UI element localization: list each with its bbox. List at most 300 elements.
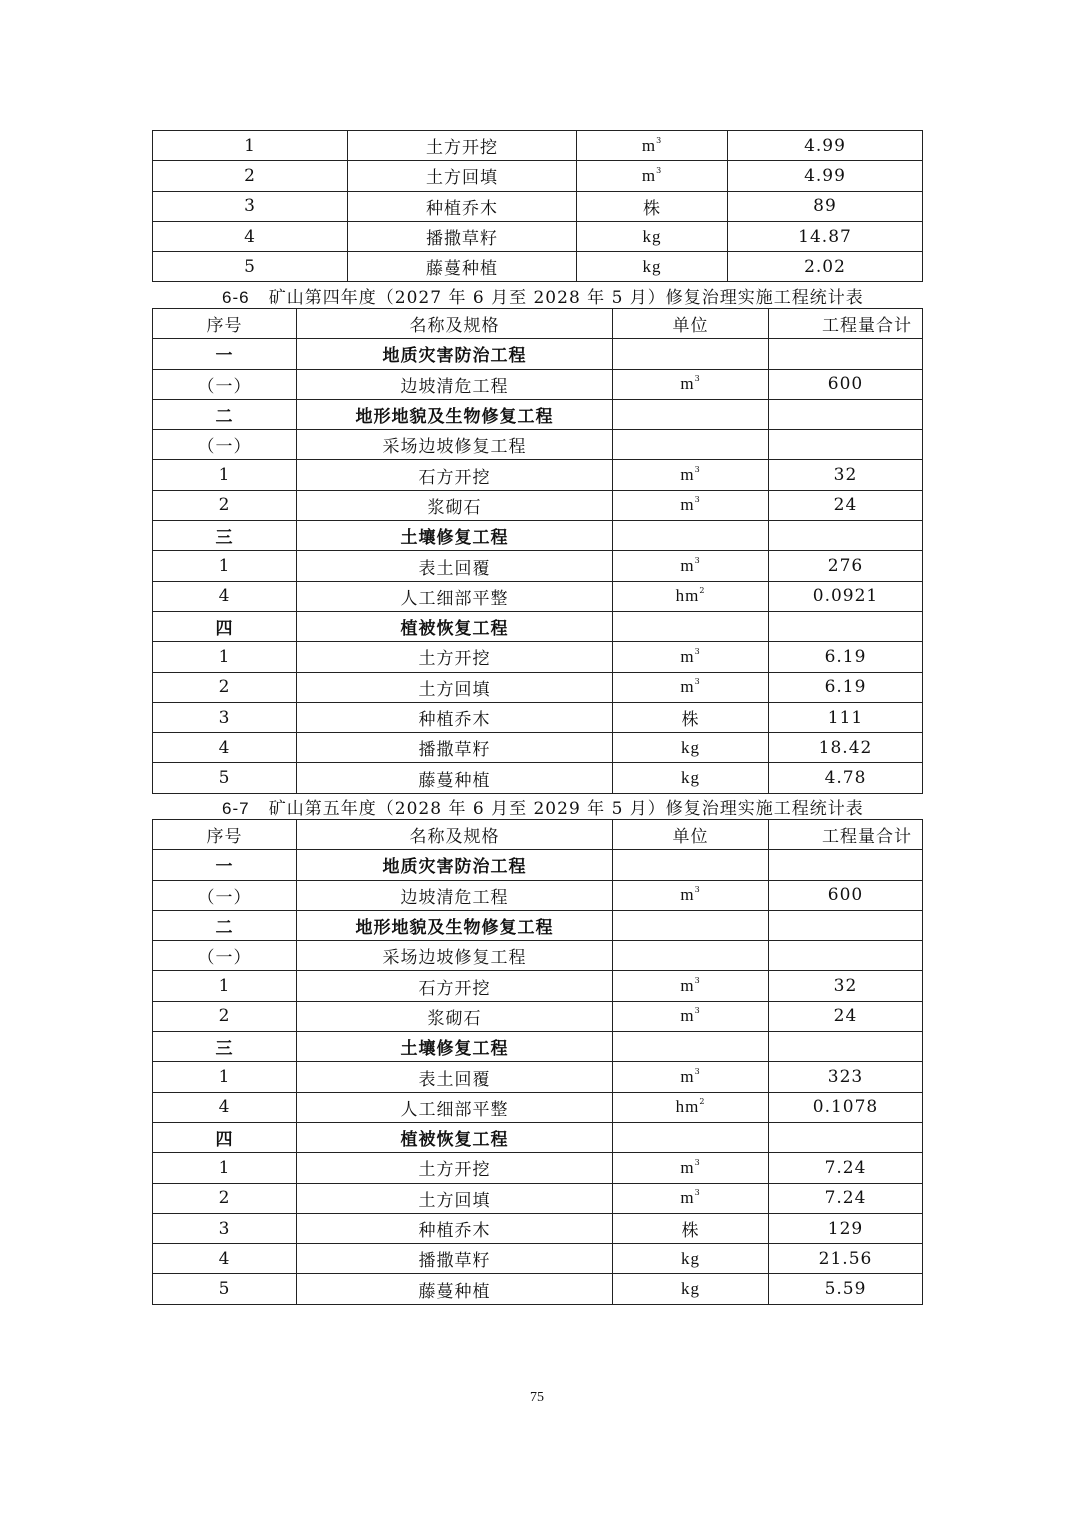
- cell-unit-text: kg: [642, 256, 662, 276]
- page-number: 75: [530, 1390, 544, 1405]
- caption-number: 6-7: [222, 799, 250, 818]
- cell-unit: [613, 1092, 769, 1122]
- cell-name: [297, 551, 613, 581]
- cell-no: [153, 1092, 297, 1122]
- cell-name-text: 土壤修复工程: [400, 1039, 509, 1060]
- cell-unit-text: kg: [681, 1248, 700, 1268]
- cell-name: [348, 221, 577, 251]
- cell-qty-text: 24: [833, 1006, 858, 1027]
- cell-qty: [769, 702, 923, 732]
- header-qty: 工程量合计: [769, 820, 923, 850]
- cell-unit-text: m: [680, 976, 695, 996]
- cell-no-text: 4: [218, 737, 231, 758]
- unit-superscript: 3: [694, 1188, 701, 1198]
- cell-no-text: 四: [215, 1130, 234, 1151]
- cell-name-text: 浆砌石: [427, 1008, 482, 1029]
- cell-no-text: 2: [218, 1006, 231, 1027]
- cell-unit-text: m: [680, 1188, 695, 1208]
- cell-unit-text: 株: [643, 198, 661, 218]
- cell-unit-text: m: [680, 495, 695, 515]
- cell-no: [153, 611, 297, 641]
- header-no: 序号: [153, 309, 297, 339]
- table-row: [153, 460, 923, 490]
- cell-no-text: 二: [215, 918, 234, 939]
- cell-qty-text: 0.0921: [812, 586, 879, 607]
- cell-name: [297, 339, 613, 369]
- cell-no: [153, 191, 348, 221]
- table-row: [153, 1032, 923, 1062]
- cell-unit-text: 株: [681, 710, 700, 729]
- header-unit: 单位: [613, 309, 769, 339]
- cell-name-text: 土壤修复工程: [400, 528, 509, 549]
- cell-name: [297, 490, 613, 520]
- table-row: [153, 252, 923, 282]
- cell-qty: [728, 191, 923, 221]
- cell-name: [297, 1153, 613, 1183]
- table-row: [153, 161, 923, 191]
- cell-name-text: 植被恢复工程: [400, 1130, 509, 1151]
- cell-no: [153, 1274, 297, 1304]
- cell-unit-text: kg: [681, 1279, 700, 1299]
- cell-qty: [769, 971, 923, 1001]
- cell-unit: [613, 1122, 769, 1152]
- cell-name-text: 藤蔓种植: [426, 259, 498, 280]
- cell-unit: [613, 733, 769, 763]
- cell-no: [153, 252, 348, 282]
- cell-name-text: 人工细部平整: [400, 588, 509, 609]
- cell-no: [153, 733, 297, 763]
- cell-qty: [769, 339, 923, 369]
- cell-qty: [769, 910, 923, 940]
- table-row: [153, 1213, 923, 1243]
- cell-name: [297, 1274, 613, 1304]
- cell-no-text: 三: [215, 1039, 234, 1060]
- cell-qty: [769, 460, 923, 490]
- unit-superscript: 3: [694, 495, 701, 505]
- table-row: [153, 430, 923, 460]
- cell-name: [348, 131, 577, 161]
- cell-name: [297, 880, 613, 910]
- cell-unit: [613, 551, 769, 581]
- cell-unit: [613, 1183, 769, 1213]
- header-unit: 单位: [613, 820, 769, 850]
- table-row: [153, 642, 923, 672]
- cell-qty: [728, 161, 923, 191]
- table-6-6-caption: [222, 283, 864, 308]
- table-row: [153, 702, 923, 732]
- cell-no-text: 2: [218, 677, 231, 698]
- cell-qty: [769, 1153, 923, 1183]
- cell-qty-text: 18.42: [818, 737, 873, 758]
- cell-name: [297, 521, 613, 551]
- cell-name: [297, 581, 613, 611]
- cell-no-text: 4: [218, 586, 231, 607]
- unit-superscript: 2: [699, 1097, 706, 1107]
- cell-unit: [613, 1213, 769, 1243]
- unit-superscript: 2: [699, 586, 706, 596]
- cell-qty: [769, 1213, 923, 1243]
- cell-no-text: 3: [244, 196, 256, 217]
- cell-name-text: 土方开挖: [418, 1160, 491, 1181]
- cell-qty-text: 21.56: [818, 1248, 873, 1269]
- cell-unit-text: kg: [681, 737, 700, 757]
- unit-superscript: 3: [694, 1006, 701, 1016]
- cell-unit-text: m: [680, 677, 695, 697]
- table-6-6: [152, 308, 923, 794]
- cell-no: [153, 581, 297, 611]
- cell-name-text: 播撒草籽: [418, 1251, 491, 1272]
- cell-name-text: 人工细部平整: [400, 1099, 509, 1120]
- cell-name-text: 地形地貌及生物修复工程: [355, 918, 554, 939]
- cell-no: [153, 1183, 297, 1213]
- cell-qty: [769, 581, 923, 611]
- cell-unit: [577, 252, 728, 282]
- cell-name-text: 浆砌石: [427, 497, 482, 518]
- cell-unit-text: hm: [675, 586, 700, 606]
- cell-name-text: 地质灾害防治工程: [382, 346, 527, 367]
- cell-qty: [769, 1032, 923, 1062]
- cell-name-text: 土方回填: [418, 1190, 491, 1211]
- cell-name-text: 边坡清危工程: [400, 376, 509, 397]
- caption-text: 矿山第四年度（2027 年 6 月至 2028 年 5 月）修复治理实施工程统计表: [268, 288, 864, 308]
- cell-qty: [769, 642, 923, 672]
- cell-name: [297, 369, 613, 399]
- cell-name: [297, 1183, 613, 1213]
- cell-no: [153, 221, 348, 251]
- unit-superscript: 3: [694, 677, 701, 687]
- table-row: [153, 1244, 923, 1274]
- cell-name-text: 种植乔木: [418, 710, 491, 730]
- header-qty: 工程量合计: [769, 309, 923, 339]
- cell-name-text: 土方开挖: [418, 649, 491, 670]
- cell-name: [297, 733, 613, 763]
- unit-superscript: 3: [694, 374, 701, 384]
- cell-unit-text: hm: [675, 1097, 700, 1117]
- cell-unit: [613, 910, 769, 940]
- cell-qty: [769, 880, 923, 910]
- table-row: [153, 551, 923, 581]
- cell-qty-text: 6.19: [824, 646, 867, 667]
- cell-name-text: 表土回覆: [418, 1069, 491, 1090]
- unit-superscript: 3: [694, 1067, 701, 1077]
- cell-qty-text: 5.59: [824, 1279, 867, 1300]
- cell-name-text: 采场边坡修复工程: [382, 948, 527, 969]
- table-body: [153, 339, 923, 793]
- cell-unit: [613, 521, 769, 551]
- cell-unit-text: m: [680, 885, 695, 905]
- cell-no: [153, 369, 297, 399]
- cell-no-text: 2: [244, 165, 256, 186]
- cell-unit: [613, 850, 769, 880]
- cell-name-text: 采场边坡修复工程: [382, 437, 527, 458]
- cell-no-text: 1: [218, 646, 231, 667]
- cell-name: [297, 611, 613, 641]
- cell-no: [153, 702, 297, 732]
- unit-superscript: 3: [694, 976, 701, 986]
- cell-qty-text: 600: [827, 374, 864, 395]
- cell-name-text: 播撒草籽: [426, 229, 498, 250]
- cell-no: [153, 1244, 297, 1274]
- cell-qty: [769, 1092, 923, 1122]
- cell-no: [153, 642, 297, 672]
- cell-no-text: 二: [215, 407, 234, 428]
- cell-qty: [769, 763, 923, 793]
- table-row: [153, 1153, 923, 1183]
- cell-unit: [613, 1062, 769, 1092]
- table-row: [153, 941, 923, 971]
- table-row: [153, 521, 923, 551]
- cell-qty-text: 7.24: [824, 1157, 867, 1178]
- cell-qty: [769, 490, 923, 520]
- table-row: [153, 490, 923, 520]
- cell-no: [153, 521, 297, 551]
- cell-qty-text: 24: [833, 495, 858, 516]
- table-header-row: [153, 820, 923, 850]
- cell-qty-text: 129: [827, 1218, 864, 1239]
- cell-no: [153, 430, 297, 460]
- cell-unit: [577, 161, 728, 191]
- cell-name-text: 藤蔓种植: [418, 770, 491, 791]
- cell-name: [297, 971, 613, 1001]
- cell-unit: [613, 369, 769, 399]
- cell-unit: [613, 672, 769, 702]
- cell-no-text: 2: [218, 495, 231, 516]
- cell-qty: [769, 551, 923, 581]
- cell-qty: [769, 941, 923, 971]
- cell-unit: [613, 430, 769, 460]
- cell-no: [153, 460, 297, 490]
- cell-name: [348, 252, 577, 282]
- cell-unit: [613, 399, 769, 429]
- cell-qty-text: 14.87: [798, 226, 852, 247]
- cell-unit-text: m: [680, 1157, 695, 1177]
- cell-no-text: 3: [218, 707, 231, 728]
- cell-qty: [769, 733, 923, 763]
- cell-name: [297, 1092, 613, 1122]
- cell-name: [297, 460, 613, 490]
- cell-unit: [613, 880, 769, 910]
- cell-no-text: 1: [244, 135, 256, 156]
- cell-no: [153, 763, 297, 793]
- cell-no-text: 4: [218, 1097, 231, 1118]
- cell-qty-text: 4.99: [804, 135, 846, 156]
- cell-unit-text: m: [680, 374, 695, 394]
- unit-superscript: 3: [694, 885, 701, 895]
- header-name: 名称及规格: [297, 309, 613, 339]
- cell-unit: [577, 191, 728, 221]
- unit-superscript: 3: [694, 646, 701, 656]
- table-row: [153, 1183, 923, 1213]
- cell-qty-text: 4.78: [824, 768, 867, 789]
- cell-name-text: 地质灾害防治工程: [382, 857, 527, 878]
- cell-qty: [769, 1062, 923, 1092]
- cell-no: [153, 131, 348, 161]
- cell-no: [153, 1213, 297, 1243]
- cell-name: [297, 941, 613, 971]
- cell-name: [297, 1001, 613, 1031]
- header-no: 序号: [153, 820, 297, 850]
- cell-no: [153, 551, 297, 581]
- cell-no-text: （一）: [197, 437, 252, 458]
- cell-name: [297, 1213, 613, 1243]
- cell-qty: [769, 430, 923, 460]
- table-row: [153, 672, 923, 702]
- cell-name: [297, 642, 613, 672]
- cell-qty: [769, 399, 923, 429]
- table-row: [153, 910, 923, 940]
- cell-unit-text: m: [680, 1006, 695, 1026]
- cell-name-text: 种植乔木: [418, 1221, 491, 1241]
- cell-name-text: 表土回覆: [418, 558, 491, 579]
- cell-name: [297, 910, 613, 940]
- cell-qty: [769, 1122, 923, 1152]
- cell-name: [348, 191, 577, 221]
- cell-unit-text: m: [680, 646, 695, 666]
- cell-unit: [613, 490, 769, 520]
- cell-no: [153, 161, 348, 191]
- cell-qty-text: 7.24: [824, 1188, 867, 1209]
- caption-text: 矿山第五年度（2028 年 6 月至 2029 年 5 月）修复治理实施工程统计表: [268, 799, 864, 819]
- cell-unit: [577, 221, 728, 251]
- cell-name: [348, 161, 577, 191]
- table-row: [153, 611, 923, 641]
- cell-qty-text: 276: [827, 556, 864, 577]
- cell-unit: [613, 1001, 769, 1031]
- unit-superscript: 3: [656, 135, 663, 145]
- cell-qty: [769, 850, 923, 880]
- cell-no-text: 4: [218, 1248, 231, 1269]
- cell-name: [297, 672, 613, 702]
- cell-no-text: 4: [244, 226, 256, 247]
- cell-name: [297, 702, 613, 732]
- cell-unit-text: m: [641, 165, 657, 185]
- cell-no-text: （一）: [197, 948, 252, 969]
- cell-qty-text: 2.02: [804, 256, 846, 277]
- cell-qty: [769, 521, 923, 551]
- cell-qty: [769, 672, 923, 702]
- cell-unit: [613, 1274, 769, 1304]
- cell-unit: [613, 971, 769, 1001]
- table-continuation: [152, 130, 923, 282]
- table-header-row: [153, 309, 923, 339]
- cell-qty: [769, 611, 923, 641]
- cell-no: [153, 672, 297, 702]
- cell-no-text: （一）: [197, 887, 252, 908]
- cell-qty-text: 111: [827, 707, 864, 728]
- cell-name-text: 植被恢复工程: [400, 619, 509, 640]
- cell-name-text: 边坡清危工程: [400, 887, 509, 908]
- table-6-7: [152, 819, 923, 1305]
- cell-no-text: 1: [218, 556, 231, 577]
- cell-name-text: 地形地貌及生物修复工程: [355, 407, 554, 428]
- cell-unit: [613, 702, 769, 732]
- unit-superscript: 3: [694, 556, 701, 566]
- table-row: [153, 1062, 923, 1092]
- cell-qty-text: 32: [833, 976, 858, 997]
- table-body: [153, 850, 923, 1304]
- table-row: [153, 971, 923, 1001]
- cell-no-text: （一）: [197, 376, 252, 397]
- cell-name-text: 土方回填: [426, 168, 498, 189]
- cell-name: [297, 1062, 613, 1092]
- cell-unit: [613, 1244, 769, 1274]
- cell-no-text: 5: [218, 768, 231, 789]
- cell-name-text: 种植乔木: [426, 198, 498, 219]
- cell-qty-text: 323: [827, 1067, 864, 1088]
- table-row: [153, 850, 923, 880]
- cell-no-text: 1: [218, 465, 231, 486]
- unit-superscript: 3: [694, 1157, 701, 1167]
- cell-no-text: 5: [244, 256, 256, 277]
- cell-unit: [577, 131, 728, 161]
- table-6-7-caption: [222, 794, 864, 819]
- cell-unit: [613, 1153, 769, 1183]
- cell-no-text: 一: [215, 857, 234, 878]
- cell-no: [153, 339, 297, 369]
- cell-qty-text: 32: [833, 465, 858, 486]
- cell-no: [153, 850, 297, 880]
- cell-unit: [613, 941, 769, 971]
- cell-name: [297, 850, 613, 880]
- cell-no: [153, 910, 297, 940]
- cell-unit-text: kg: [642, 226, 662, 246]
- cell-no-text: 一: [215, 346, 234, 367]
- table-row: [153, 1274, 923, 1304]
- cell-no: [153, 971, 297, 1001]
- cell-qty-text: 0.1078: [812, 1097, 879, 1118]
- unit-superscript: 3: [694, 465, 701, 475]
- cell-name-text: 石方开挖: [418, 978, 491, 999]
- cell-no-text: 1: [218, 976, 231, 997]
- cell-name: [297, 430, 613, 460]
- cell-no: [153, 1122, 297, 1152]
- cell-qty: [728, 131, 923, 161]
- cell-no-text: 3: [218, 1218, 231, 1239]
- cell-qty: [728, 221, 923, 251]
- cell-qty: [728, 252, 923, 282]
- table-row: [153, 369, 923, 399]
- cell-no-text: 1: [218, 1067, 231, 1088]
- cell-no: [153, 880, 297, 910]
- cell-qty-text: 89: [813, 196, 837, 217]
- cell-unit: [613, 642, 769, 672]
- cell-unit: [613, 1032, 769, 1062]
- cell-name-text: 土方开挖: [426, 138, 498, 159]
- cell-name: [297, 763, 613, 793]
- cell-unit: [613, 339, 769, 369]
- cell-unit: [613, 581, 769, 611]
- cell-qty: [769, 369, 923, 399]
- cell-name-text: 土方回填: [418, 679, 491, 700]
- table-row: [153, 733, 923, 763]
- cell-unit: [613, 611, 769, 641]
- cell-qty: [769, 1244, 923, 1274]
- table-row: [153, 880, 923, 910]
- cell-name: [297, 399, 613, 429]
- cell-no-text: 5: [218, 1279, 231, 1300]
- cell-qty: [769, 1183, 923, 1213]
- cell-qty-text: 600: [827, 885, 864, 906]
- cell-name-text: 播撒草籽: [418, 740, 491, 761]
- table-row: [153, 1092, 923, 1122]
- header-name: 名称及规格: [297, 820, 613, 850]
- cell-qty: [769, 1274, 923, 1304]
- cell-unit: [613, 460, 769, 490]
- table-row: [153, 221, 923, 251]
- cell-no: [153, 399, 297, 429]
- table-body: [153, 131, 923, 282]
- cell-no: [153, 941, 297, 971]
